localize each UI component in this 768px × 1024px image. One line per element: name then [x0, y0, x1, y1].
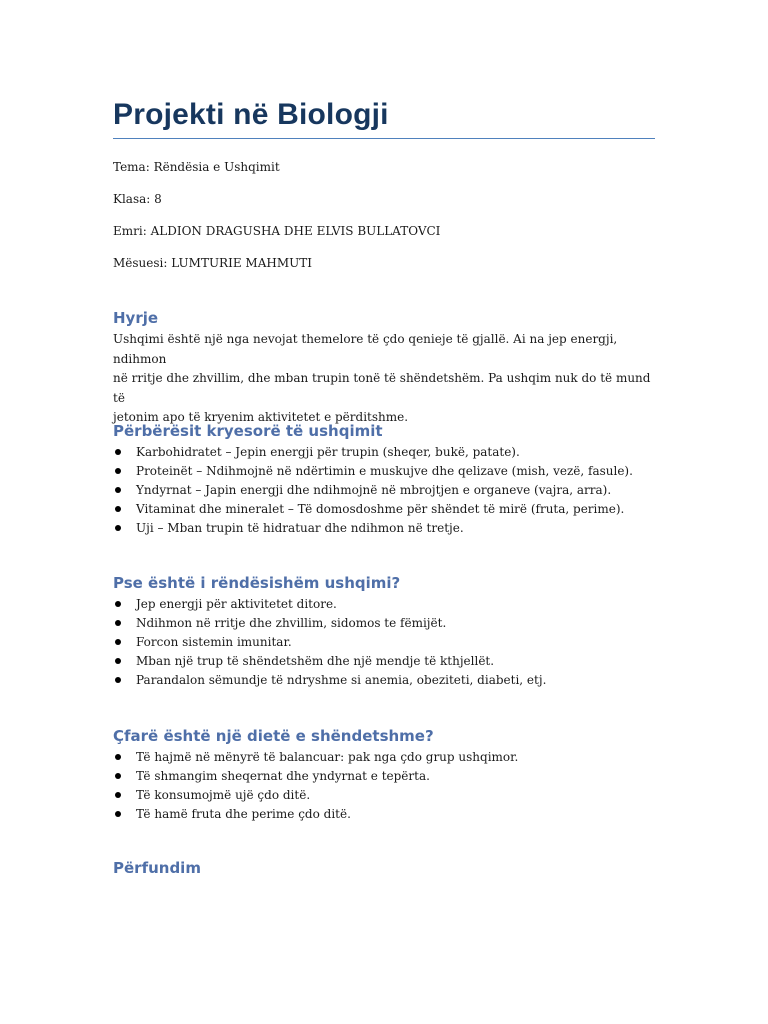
bullet-icon [115, 773, 121, 779]
list-item [113, 633, 546, 652]
paragraph-line: në rritje dhe zhvillim, dhe mban trupin tonë të shëndetshëm. Pa ushqim nuk do të mund të [113, 371, 651, 405]
list-item [113, 519, 633, 538]
bullet-icon [115, 525, 121, 531]
bullet-icon [115, 487, 121, 493]
list-item-text: Yndyrnat – Japin energji dhe ndihmojnë në mbrojtjen e organeve (vajra, arra). [136, 483, 612, 497]
section-conclusion [113, 858, 201, 878]
list-item-text: Uji – Mban trupin të hidratuar dhe ndihmon në tretje. [136, 521, 464, 535]
list-item [113, 805, 518, 824]
section-heading-conclusion: Përfundim [113, 859, 201, 877]
section-heading-healthy-diet: Çfarë është një dietë e shëndetshme? [113, 727, 434, 745]
bullet-icon [115, 639, 121, 645]
bullet-icon [115, 449, 121, 455]
section-main-components [113, 421, 633, 538]
list-item-text: Forcon sistemin imunitar. [136, 635, 292, 649]
bullet-list [113, 443, 633, 538]
list-item [113, 614, 546, 633]
section-heading-why-important: Pse është i rëndësishëm ushqimi? [113, 574, 401, 592]
section-healthy-diet [113, 726, 518, 824]
list-item [113, 786, 518, 805]
meta-topic: Tema: Rëndësia e Ushqimit [113, 160, 280, 174]
list-item [113, 595, 546, 614]
page-title: Projekti në Biologji [113, 98, 389, 131]
list-item-text: Të shmangim sheqernat dhe yndyrnat e tepërta. [136, 769, 430, 783]
list-item [113, 748, 518, 767]
list-item-text: Të konsumojmë ujë çdo ditë. [136, 788, 311, 802]
list-item [113, 767, 518, 786]
list-item [113, 443, 633, 462]
list-item-text: Vitaminat dhe mineralet – Të domosdoshme për shëndet të mirë (fruta, perime). [136, 502, 625, 516]
list-item [113, 500, 633, 519]
list-item-text: Proteinët – Ndihmojnë në ndërtimin e muskujve dhe qelizave (mish, vezë, fasule). [136, 464, 633, 478]
bullet-icon [115, 677, 121, 683]
bullet-icon [115, 601, 121, 607]
list-item-text: Mban një trup të shëndetshëm dhe një mendje të kthjellët. [136, 654, 495, 668]
meta-teacher: Mësuesi: LUMTURIE MAHMUTI [113, 256, 312, 270]
list-item-text: Ndihmon në rritje dhe zhvillim, sidomos te fëmijët. [136, 616, 447, 630]
list-item-text: Të hamë fruta dhe perime çdo ditë. [136, 807, 351, 821]
section-heading-main-components: Përbërësit kryesorë të ushqimit [113, 422, 383, 440]
bullet-list [113, 595, 546, 690]
bullet-icon [115, 468, 121, 474]
list-item [113, 652, 546, 671]
section-introduction [113, 308, 655, 428]
section-heading-introduction: Hyrje [113, 309, 159, 327]
list-item-text: Të hajmë në mënyrë të balancuar: pak nga çdo grup ushqimor. [136, 750, 519, 764]
list-item [113, 462, 633, 481]
bullet-icon [115, 792, 121, 798]
title-underline [113, 138, 655, 139]
list-item-text: Karbohidratet – Jepin energji për trupin (sheqer, bukë, patate). [136, 445, 520, 459]
bullet-icon [115, 754, 121, 760]
bullet-icon [115, 506, 121, 512]
list-item [113, 671, 546, 690]
list-item [113, 481, 633, 500]
bullet-icon [115, 811, 121, 817]
section-why-important [113, 573, 546, 690]
paragraph-line: Ushqimi është një nga nevojat themelore të çdo qenieje të gjallë. Ai na jep energji, ndihmon [113, 332, 618, 366]
bullet-list [113, 748, 518, 824]
document-body [113, 96, 655, 877]
paragraph-line: jetonim apo të kryenim aktivitetet e përditshme. [113, 410, 409, 424]
list-item-text: Jep energji për aktivitetet ditore. [136, 597, 337, 611]
bullet-icon [115, 620, 121, 626]
meta-authors: Emri: ALDION DRAGUSHA DHE ELVIS BULLATOVCI [113, 224, 441, 238]
list-item-text: Parandalon sëmundje të ndryshme si anemia, obeziteti, diabeti, etj. [136, 673, 547, 687]
introduction-paragraph [113, 330, 655, 428]
bullet-icon [115, 658, 121, 664]
project-info [113, 159, 655, 271]
meta-class: Klasa: 8 [113, 192, 162, 206]
